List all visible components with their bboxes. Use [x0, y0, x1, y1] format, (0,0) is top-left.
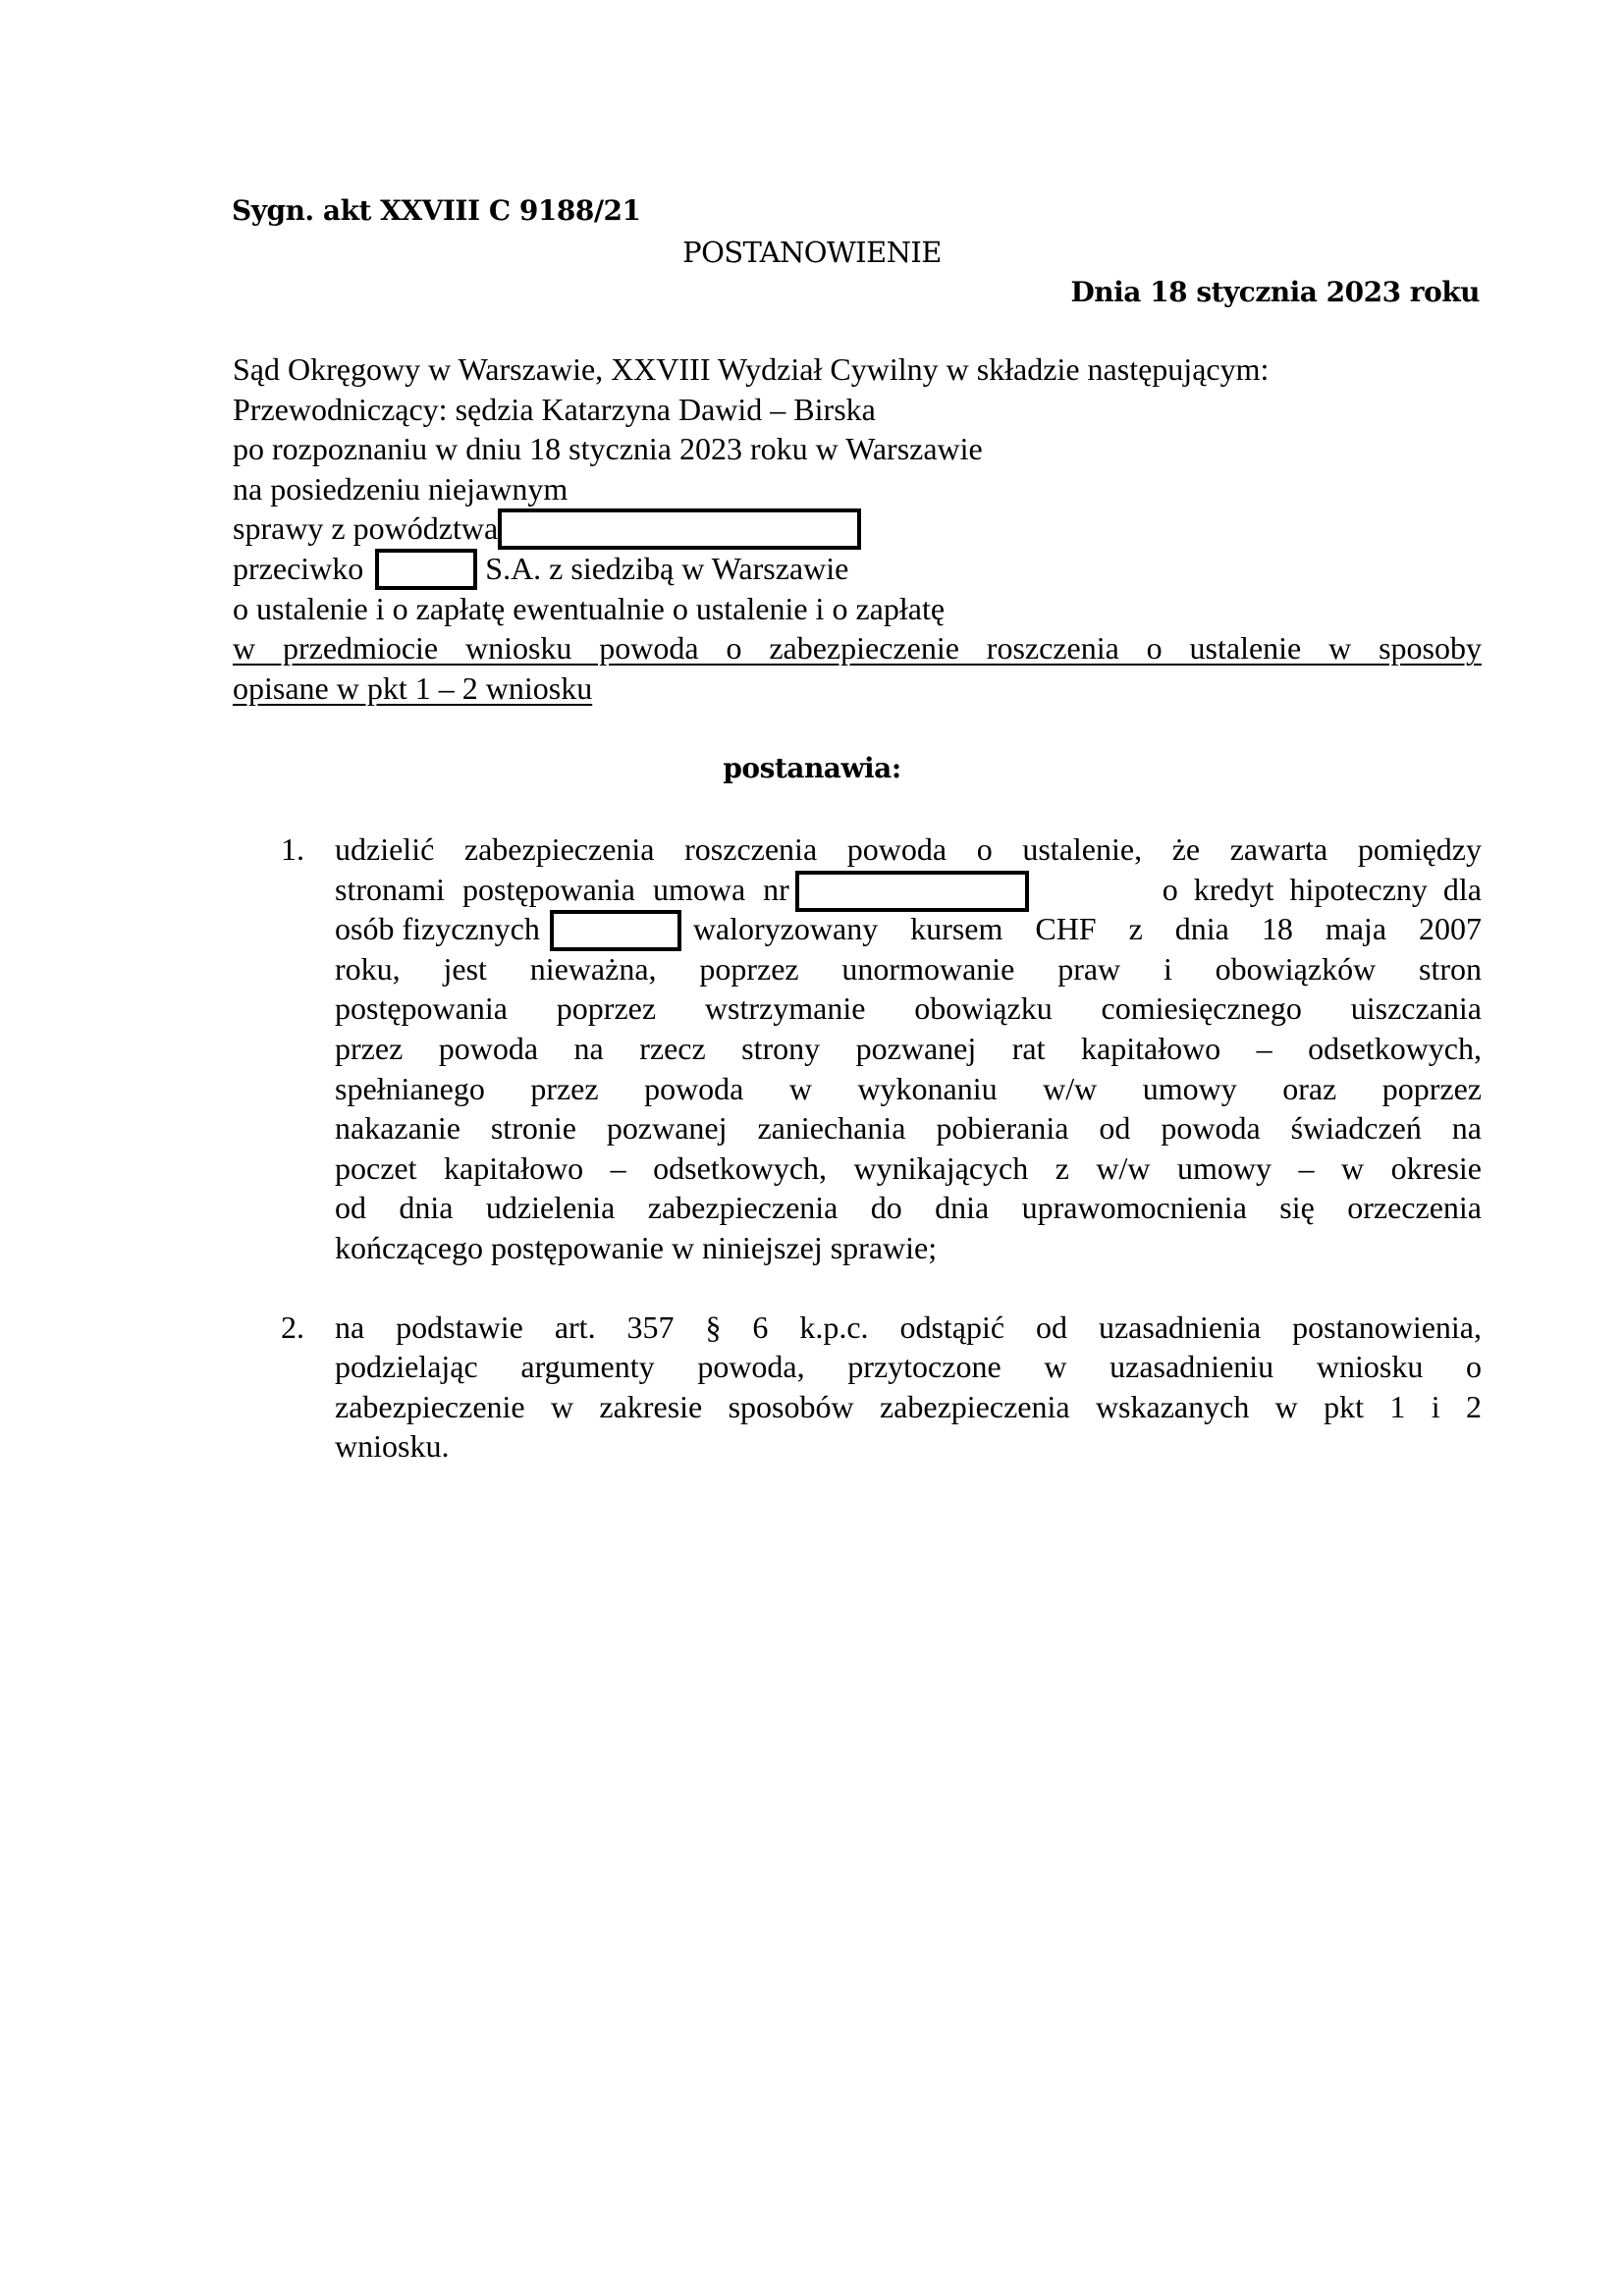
subject-line-2 — [233, 668, 1482, 709]
defendant-prefix: przeciwko — [233, 550, 364, 586]
redacted-contract-number — [795, 871, 1029, 912]
item-line — [335, 829, 1482, 870]
item-last-line: wniosku. — [335, 1428, 450, 1465]
item-text: osób fizycznych — [335, 911, 540, 947]
plaintiff-line — [233, 508, 1482, 549]
claim-line: o ustalenie i o zapłatę ewentualnie o ustalenie i o zapłatę — [233, 590, 946, 626]
item-text: udzielić zabezpieczenia roszczenia powoda o ustalenie, że zawarta pomiędzy — [335, 831, 1482, 867]
decision-item-2 — [281, 1308, 1482, 1467]
session-line: na posiedzeniu niejawnym — [233, 470, 568, 507]
item-last-line: kończącego postępowanie w niniejszej sprawie; — [335, 1229, 938, 1265]
defendant-suffix: S.A. z siedzibą w Warszawie — [485, 550, 849, 586]
case-signature: Sygn. akt XXVIII C 9188/21 — [232, 194, 641, 227]
subject-text-1: w przedmiocie wniosku powoda o zabezpieczenie roszczenia o ustalenie w sposoby — [233, 630, 1482, 667]
redacted-bank-name — [550, 910, 681, 951]
presiding-judge-line: Przewodniczący: sędzia Katarzyna Dawid – Birska — [233, 391, 876, 427]
intro-block — [233, 349, 1482, 708]
item-text: stronami postępowania umowa nr — [335, 871, 789, 907]
item-line: od dnia udzielenia zabezpieczenia do dnia uprawomocnienia się orzeczenia — [335, 1190, 1482, 1226]
item-line: nakazanie stronie pozwanej zaniechania pobierania od powoda świadczeń na — [335, 1110, 1482, 1147]
item-line: zabezpieczenie w zakresie sposobów zabezpieczenia wskazanych w pkt 1 i 2 — [335, 1388, 1482, 1424]
item-line: przez powoda na rzecz strony pozwanej rat kapitałowo – odsetkowych, — [335, 1030, 1482, 1066]
subject-text-2: opisane w pkt 1 – 2 wniosku — [233, 669, 593, 706]
item-number: 2. — [281, 1308, 304, 1345]
item-number: 1. — [281, 831, 304, 867]
plaintiff-prefix: sprawy z powództwa — [233, 510, 499, 547]
document-date: Dnia 18 stycznia 2023 roku — [1070, 276, 1480, 308]
item-line-with-redaction — [335, 909, 1482, 949]
item-text: waloryzowany kursem CHF z dnia 18 maja 2007 — [692, 911, 1482, 947]
defendant-line — [233, 549, 1482, 589]
redacted-plaintiff-name — [498, 508, 861, 550]
hearing-line: po rozpoznaniu w dniu 18 stycznia 2023 roku w Warszawie — [233, 431, 983, 467]
item-body — [335, 829, 1482, 1268]
item-line: postępowania poprzez wstrzymanie obowiązku comiesięcznego uiszczania — [335, 990, 1482, 1027]
item-line: na podstawie art. 357 § 6 k.p.c. odstąpić od uzasadnienia postanowienia, — [335, 1308, 1482, 1345]
item-line: spełnianego przez powoda w wykonaniu w/w umowy oraz poprzez — [335, 1070, 1482, 1106]
court-line: Sąd Okręgowy w Warszawie, XXVIII Wydział Cywilny w składzie następującym: — [233, 351, 1270, 387]
redacted-defendant-name — [375, 549, 477, 590]
item-line: podzielając argumenty powoda, przytoczone w uzasadnieniu wniosku o — [335, 1349, 1482, 1385]
decision-heading: postanawia: — [723, 752, 901, 784]
item-line: poczet kapitałowo – odsetkowych, wynikających z w/w umowy – w okresie — [335, 1149, 1482, 1186]
subject-line-1 — [233, 628, 1482, 668]
document-title: POSTANOWIENIE — [682, 236, 942, 269]
decision-item-1 — [281, 829, 1482, 1268]
item-body — [335, 1308, 1482, 1467]
decision-items — [281, 829, 1482, 1467]
item-line-with-redaction — [335, 870, 1482, 910]
item-text: o kredyt hipoteczny dla — [1162, 871, 1482, 907]
item-line: roku, jest nieważna, poprzez unormowanie praw i obowiązków stron — [335, 950, 1482, 987]
